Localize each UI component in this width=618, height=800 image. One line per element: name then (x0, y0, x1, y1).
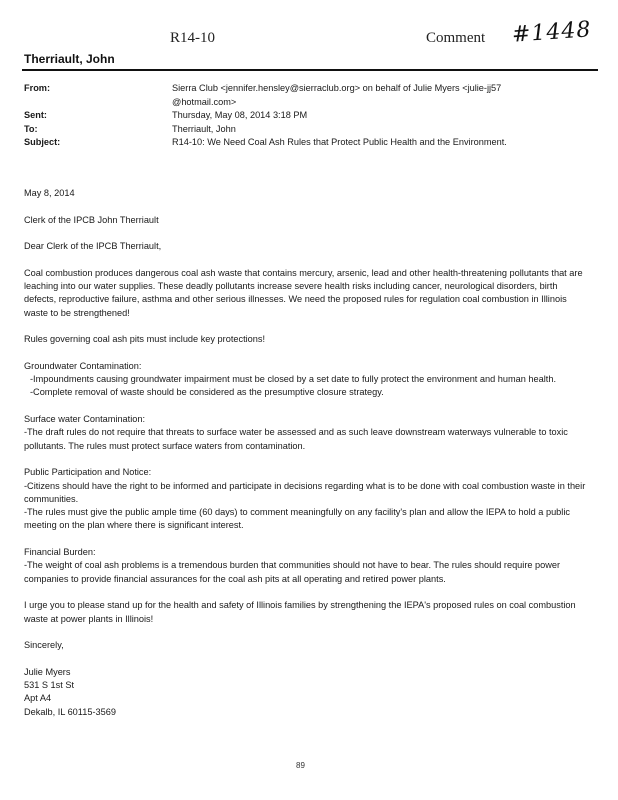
letter-body (24, 187, 592, 719)
signature-name: Julie Myers (24, 666, 71, 677)
meta-subject-row (24, 136, 594, 150)
meta-sent-row (24, 109, 594, 123)
groundwater-item-1: -Impoundments causing groundwater impairment must be closed by a set date to fully protect the environment and human health. (30, 374, 557, 385)
page-number: 89 (296, 761, 305, 770)
intro-paragraph: Coal combustion produces dangerous coal ash waste that contains mercury, arsenic, lead and other health-threatening pollutants that are leaching into our water supplies. These deadly pollutants increase severe health risks including cancer, neurological disorders, birth defects, reproductive failure, asthma and other serious illnesses. We need the proposed rules for regulation coal combustion in Illinois waste to be strengthened! (24, 267, 583, 318)
email-meta (24, 82, 594, 150)
subject-value: R14-10: We Need Coal Ash Rules that Protect Public Health and the Environment. (172, 137, 507, 147)
rules-intro: Rules governing coal ash pits must include key protections! (24, 334, 266, 345)
closing-request: I urge you to please stand up for the health and safety of Illinois families by strengthening the IEPA's proposed rules on coal combustion waste at power plants in Illinois! (24, 600, 576, 624)
sent-label: Sent: (24, 110, 47, 120)
groundwater-item-2: -Complete removal of waste should be considered as the presumptive closure strategy. (30, 387, 384, 398)
from-value (172, 82, 594, 109)
surface-water-heading: Surface water Contamination: (24, 414, 146, 425)
groundwater-heading: Groundwater Contamination: (24, 360, 142, 371)
subject-label: Subject: (24, 137, 61, 147)
meta-from-row (24, 82, 594, 109)
from-line-2: @hotmail.com> (172, 96, 237, 107)
letter-date: May 8, 2014 (24, 188, 75, 198)
sent-value: Thursday, May 08, 2014 3:18 PM (172, 110, 308, 120)
to-label: To: (24, 123, 38, 134)
public-participation-item-1: -Citizens should have the right to be informed and participate in decisions regarding what is to be done with coal combustion waste in their communities. (24, 480, 586, 504)
signature-city: Dekalb, IL 60115-3569 (24, 706, 116, 717)
letter-addressee: Clerk of the IPCB John Therriault (24, 214, 159, 225)
from-label: From: (24, 83, 51, 93)
handwritten-comment-number: #1448 (511, 17, 593, 48)
recipient-header: Therriault, John (24, 52, 115, 66)
comment-label: Comment (426, 30, 486, 46)
header-divider (22, 69, 598, 71)
surface-water-item-1: -The draft rules do not require that threats to surface water be assessed and as such leave downstream waterways vulnerable to toxic pollutants. The rules must protect surface waters from contamination. (24, 427, 568, 451)
to-value: Therriault, John (172, 123, 236, 134)
docket-number: R14-10 (170, 30, 215, 46)
public-participation-heading: Public Participation and Notice: (24, 467, 152, 478)
signature-street: 531 S 1st St (24, 679, 75, 690)
from-line-1: Sierra Club <jennifer.hensley@sierraclub.org> on behalf of Julie Myers <julie-jj57 (172, 83, 502, 93)
public-participation-item-2: -The rules must give the public ample time (60 days) to comment meaningfully on any facility's plan and allow the IEPA to hold a public meeting on the plan where there is significant interest. (24, 507, 570, 531)
letter-salutation: Dear Clerk of the IPCB Therriault, (24, 241, 162, 252)
financial-burden-heading: Financial Burden: (24, 547, 96, 558)
signoff: Sincerely, (24, 640, 64, 651)
financial-burden-item-1: -The weight of coal ash problems is a tremendous burden that communities should not have to bear. The rules should require power companies to provide financial assurances for the coal ash pits at all operating and retired power plants. (24, 560, 561, 584)
signature-apt: Apt A4 (24, 693, 52, 704)
meta-to-row (24, 123, 594, 137)
